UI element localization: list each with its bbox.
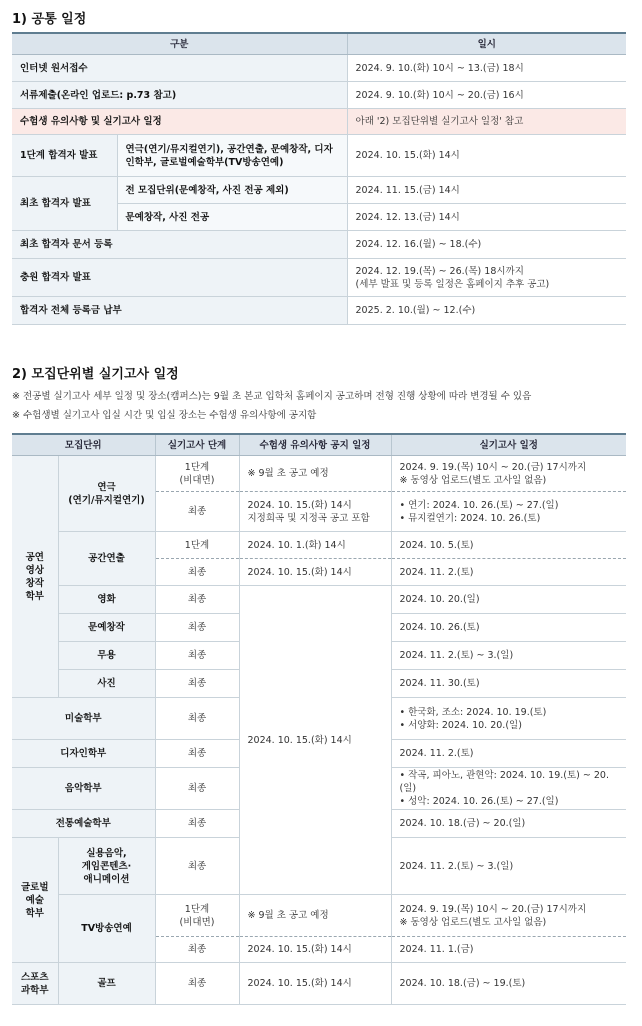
- exam-line: • 작곡, 피아노, 관현악: 2024. 10. 19.(토) ~ 20.(일): [399, 770, 609, 794]
- stage-cell: 1단계 (비대면): [155, 456, 239, 492]
- exam-cell: 2024. 11. 30.(토): [391, 670, 626, 698]
- unit-fine-arts: 미술학부: [12, 698, 155, 740]
- notice-cell: [239, 492, 391, 532]
- header-unit: 모집단위: [12, 434, 155, 456]
- unit-tv-broadcasting: TV방송연예: [58, 895, 155, 963]
- table-header-row: [12, 434, 626, 456]
- row-value: 2024. 10. 15.(화) 14시: [347, 135, 626, 177]
- table-header-row: [12, 33, 626, 55]
- unit-music: 음악학부: [12, 768, 155, 810]
- row-label: 서류제출(온라인 업로드: p.73 참고): [12, 82, 347, 109]
- stage-cell: 최종: [155, 492, 239, 532]
- unit-space-directing: 공간연출: [58, 532, 155, 586]
- table-row: [12, 895, 626, 937]
- row-label: 1단계 합격자 발표: [12, 135, 117, 177]
- row-sublabel: 전 모집단위(문예창작, 사진 전공 제외): [117, 177, 347, 204]
- unit-design: 디자인학부: [12, 740, 155, 768]
- stage-cell: 1단계: [155, 532, 239, 559]
- exam-cell: [391, 895, 626, 937]
- row-label: 합격자 전체 등록금 납부: [12, 297, 347, 325]
- group-sports-science: 스포츠 과학부: [12, 963, 58, 1005]
- stage-cell: 최종: [155, 768, 239, 810]
- header-schedule: 일시: [347, 33, 626, 55]
- exam-cell: [391, 456, 626, 492]
- stage-cell: 최종: [155, 740, 239, 768]
- row-label: 충원 합격자 발표: [12, 259, 347, 297]
- row-value: 2025. 2. 10.(월) ~ 12.(수): [347, 297, 626, 325]
- exam-cell: 2024. 10. 26.(토): [391, 614, 626, 642]
- exam-cell: [391, 768, 626, 810]
- unit-film: 영화: [58, 586, 155, 614]
- exam-line: ※ 동영상 업로드(별도 고사일 없음): [399, 474, 547, 486]
- header-notice: 수험생 유의사항 공지 일정: [239, 434, 391, 456]
- exam-line: • 뮤지컬연기: 2024. 10. 26.(토): [399, 512, 541, 524]
- stage-cell: 1단계 (비대면): [155, 895, 239, 937]
- table-row: [12, 456, 626, 492]
- header-stage: 실기고사 단계: [155, 434, 239, 456]
- row-value: 2024. 11. 15.(금) 14시: [347, 177, 626, 204]
- notice-line: 2024. 10. 15.(화) 14시: [247, 499, 352, 511]
- unit-practical-music: 실용음악, 게임콘텐츠· 애니메이션: [58, 838, 155, 895]
- table-row-highlight: [12, 109, 626, 135]
- stage-cell: 최종: [155, 838, 239, 895]
- unit-photography: 사진: [58, 670, 155, 698]
- header-category: 구분: [12, 33, 347, 55]
- table-row: [12, 297, 626, 325]
- notice-cell: 2024. 10. 15.(화) 14시: [239, 937, 391, 963]
- table-row: [12, 177, 626, 204]
- stage-cell: 최종: [155, 670, 239, 698]
- table-row: [12, 135, 626, 177]
- notice-line: 지정희곡 및 지정곡 공고 포함: [247, 512, 370, 524]
- unit-theater: 연극 (연기/뮤지컬연기): [58, 456, 155, 532]
- exam-cell: 2024. 11. 2.(토) ~ 3.(일): [391, 838, 626, 895]
- notice-cell: ※ 9월 초 공고 예정: [239, 895, 391, 937]
- notice-cell: 2024. 10. 15.(화) 14시: [239, 963, 391, 1005]
- exam-line: 2024. 9. 19.(목) 10시 ~ 20.(금) 17시까지: [399, 903, 587, 915]
- stage-cell: 최종: [155, 698, 239, 740]
- row-value: 아래 '2) 모집단위별 실기고사 일정' 참고: [347, 109, 626, 135]
- exam-cell: 2024. 11. 1.(금): [391, 937, 626, 963]
- table-row: [12, 82, 626, 109]
- exam-line: 2024. 9. 19.(목) 10시 ~ 20.(금) 17시까지: [399, 461, 587, 473]
- group-global-arts: 글로벌 예술 학부: [12, 838, 58, 963]
- value-line: 2024. 12. 19.(목) ~ 26.(목) 18시까지: [355, 265, 524, 277]
- section2-title: 2) 모집단위별 실기고사 일정: [12, 367, 179, 382]
- row-sublabel: 문예창작, 사진 전공: [117, 204, 347, 231]
- stage-cell: 최종: [155, 963, 239, 1005]
- stage-cell: 최종: [155, 614, 239, 642]
- merged-notice-cell: 2024. 10. 15.(화) 14시: [239, 586, 391, 895]
- stage-cell: 최종: [155, 586, 239, 614]
- exam-cell: 2024. 11. 2.(토): [391, 740, 626, 768]
- exam-cell: 2024. 10. 18.(금) ~ 19.(토): [391, 963, 626, 1005]
- exam-cell: [391, 492, 626, 532]
- row-value: 2024. 12. 13.(금) 14시: [347, 204, 626, 231]
- exam-line: • 성악: 2024. 10. 26.(토) ~ 27.(일): [399, 796, 559, 807]
- exam-cell: 2024. 10. 18.(금) ~ 20.(일): [391, 810, 626, 838]
- row-value: 2024. 9. 10.(화) 10시 ~ 20.(금) 16시: [347, 82, 626, 109]
- table-row: [12, 259, 626, 297]
- table-row: [12, 55, 626, 82]
- stage-cell: 최종: [155, 937, 239, 963]
- row-value: 2024. 9. 10.(화) 10시 ~ 13.(금) 18시: [347, 55, 626, 82]
- table-row: [12, 963, 626, 1005]
- notice-cell: 2024. 10. 15.(화) 14시: [239, 559, 391, 586]
- stage-cell: 최종: [155, 810, 239, 838]
- row-label: 최초 합격자 발표: [12, 177, 117, 231]
- table-row: [12, 231, 626, 259]
- stage-cell: 최종: [155, 642, 239, 670]
- table-row: [12, 532, 626, 559]
- row-sublabel: 연극(연기/뮤지컬연기), 공간연출, 문예창작, 디자인학부, 글로벌예술학부(TV방송연예): [117, 135, 347, 177]
- value-line: (세부 발표 및 등록 일정은 홈페이지 추후 공고): [355, 278, 550, 290]
- row-value: [347, 259, 626, 297]
- exam-cell: 2024. 11. 2.(토) ~ 3.(일): [391, 642, 626, 670]
- table-row: [12, 586, 626, 614]
- exam-line: • 서양화: 2024. 10. 20.(일): [399, 719, 522, 731]
- header-exam: 실기고사 일정: [391, 434, 626, 456]
- common-schedule-table: [12, 32, 626, 325]
- exam-line: ※ 동영상 업로드(별도 고사일 없음): [399, 916, 547, 928]
- unit-dance: 무용: [58, 642, 155, 670]
- exam-cell: 2024. 10. 5.(토): [391, 532, 626, 559]
- exam-line: • 한국화, 조소: 2024. 10. 19.(토): [399, 706, 547, 718]
- note-2: ※ 수험생별 실기고사 입실 시간 및 입실 장소는 수험생 유의사항에 공지함: [12, 410, 317, 421]
- stage-cell: 최종: [155, 559, 239, 586]
- exam-line: • 연기: 2024. 10. 26.(토) ~ 27.(일): [399, 499, 559, 511]
- exam-cell: [391, 698, 626, 740]
- practical-exam-table: [12, 433, 626, 1005]
- unit-creative-writing: 문예창작: [58, 614, 155, 642]
- row-label: 수험생 유의사항 및 실기고사 일정: [12, 109, 347, 135]
- notice-cell: ※ 9월 초 공고 예정: [239, 456, 391, 492]
- notice-cell: 2024. 10. 1.(화) 14시: [239, 532, 391, 559]
- unit-traditional-arts: 전통예술학부: [12, 810, 155, 838]
- note-1: ※ 전공별 실기고사 세부 일정 및 장소(캠퍼스)는 9월 초 본교 입학처 홈페이지 공고하며 전형 진행 상황에 따라 변경될 수 있음: [12, 391, 532, 402]
- unit-golf: 골프: [58, 963, 155, 1005]
- row-label: 최초 합격자 문서 등록: [12, 231, 347, 259]
- group-performing-arts: 공연 영상 창작 학부: [12, 456, 58, 698]
- row-value: 2024. 12. 16.(월) ~ 18.(수): [347, 231, 626, 259]
- exam-cell: 2024. 10. 20.(일): [391, 586, 626, 614]
- row-label: 인터넷 원서접수: [12, 55, 347, 82]
- exam-cell: 2024. 11. 2.(토): [391, 559, 626, 586]
- section1-title: 1) 공통 일정: [12, 12, 87, 27]
